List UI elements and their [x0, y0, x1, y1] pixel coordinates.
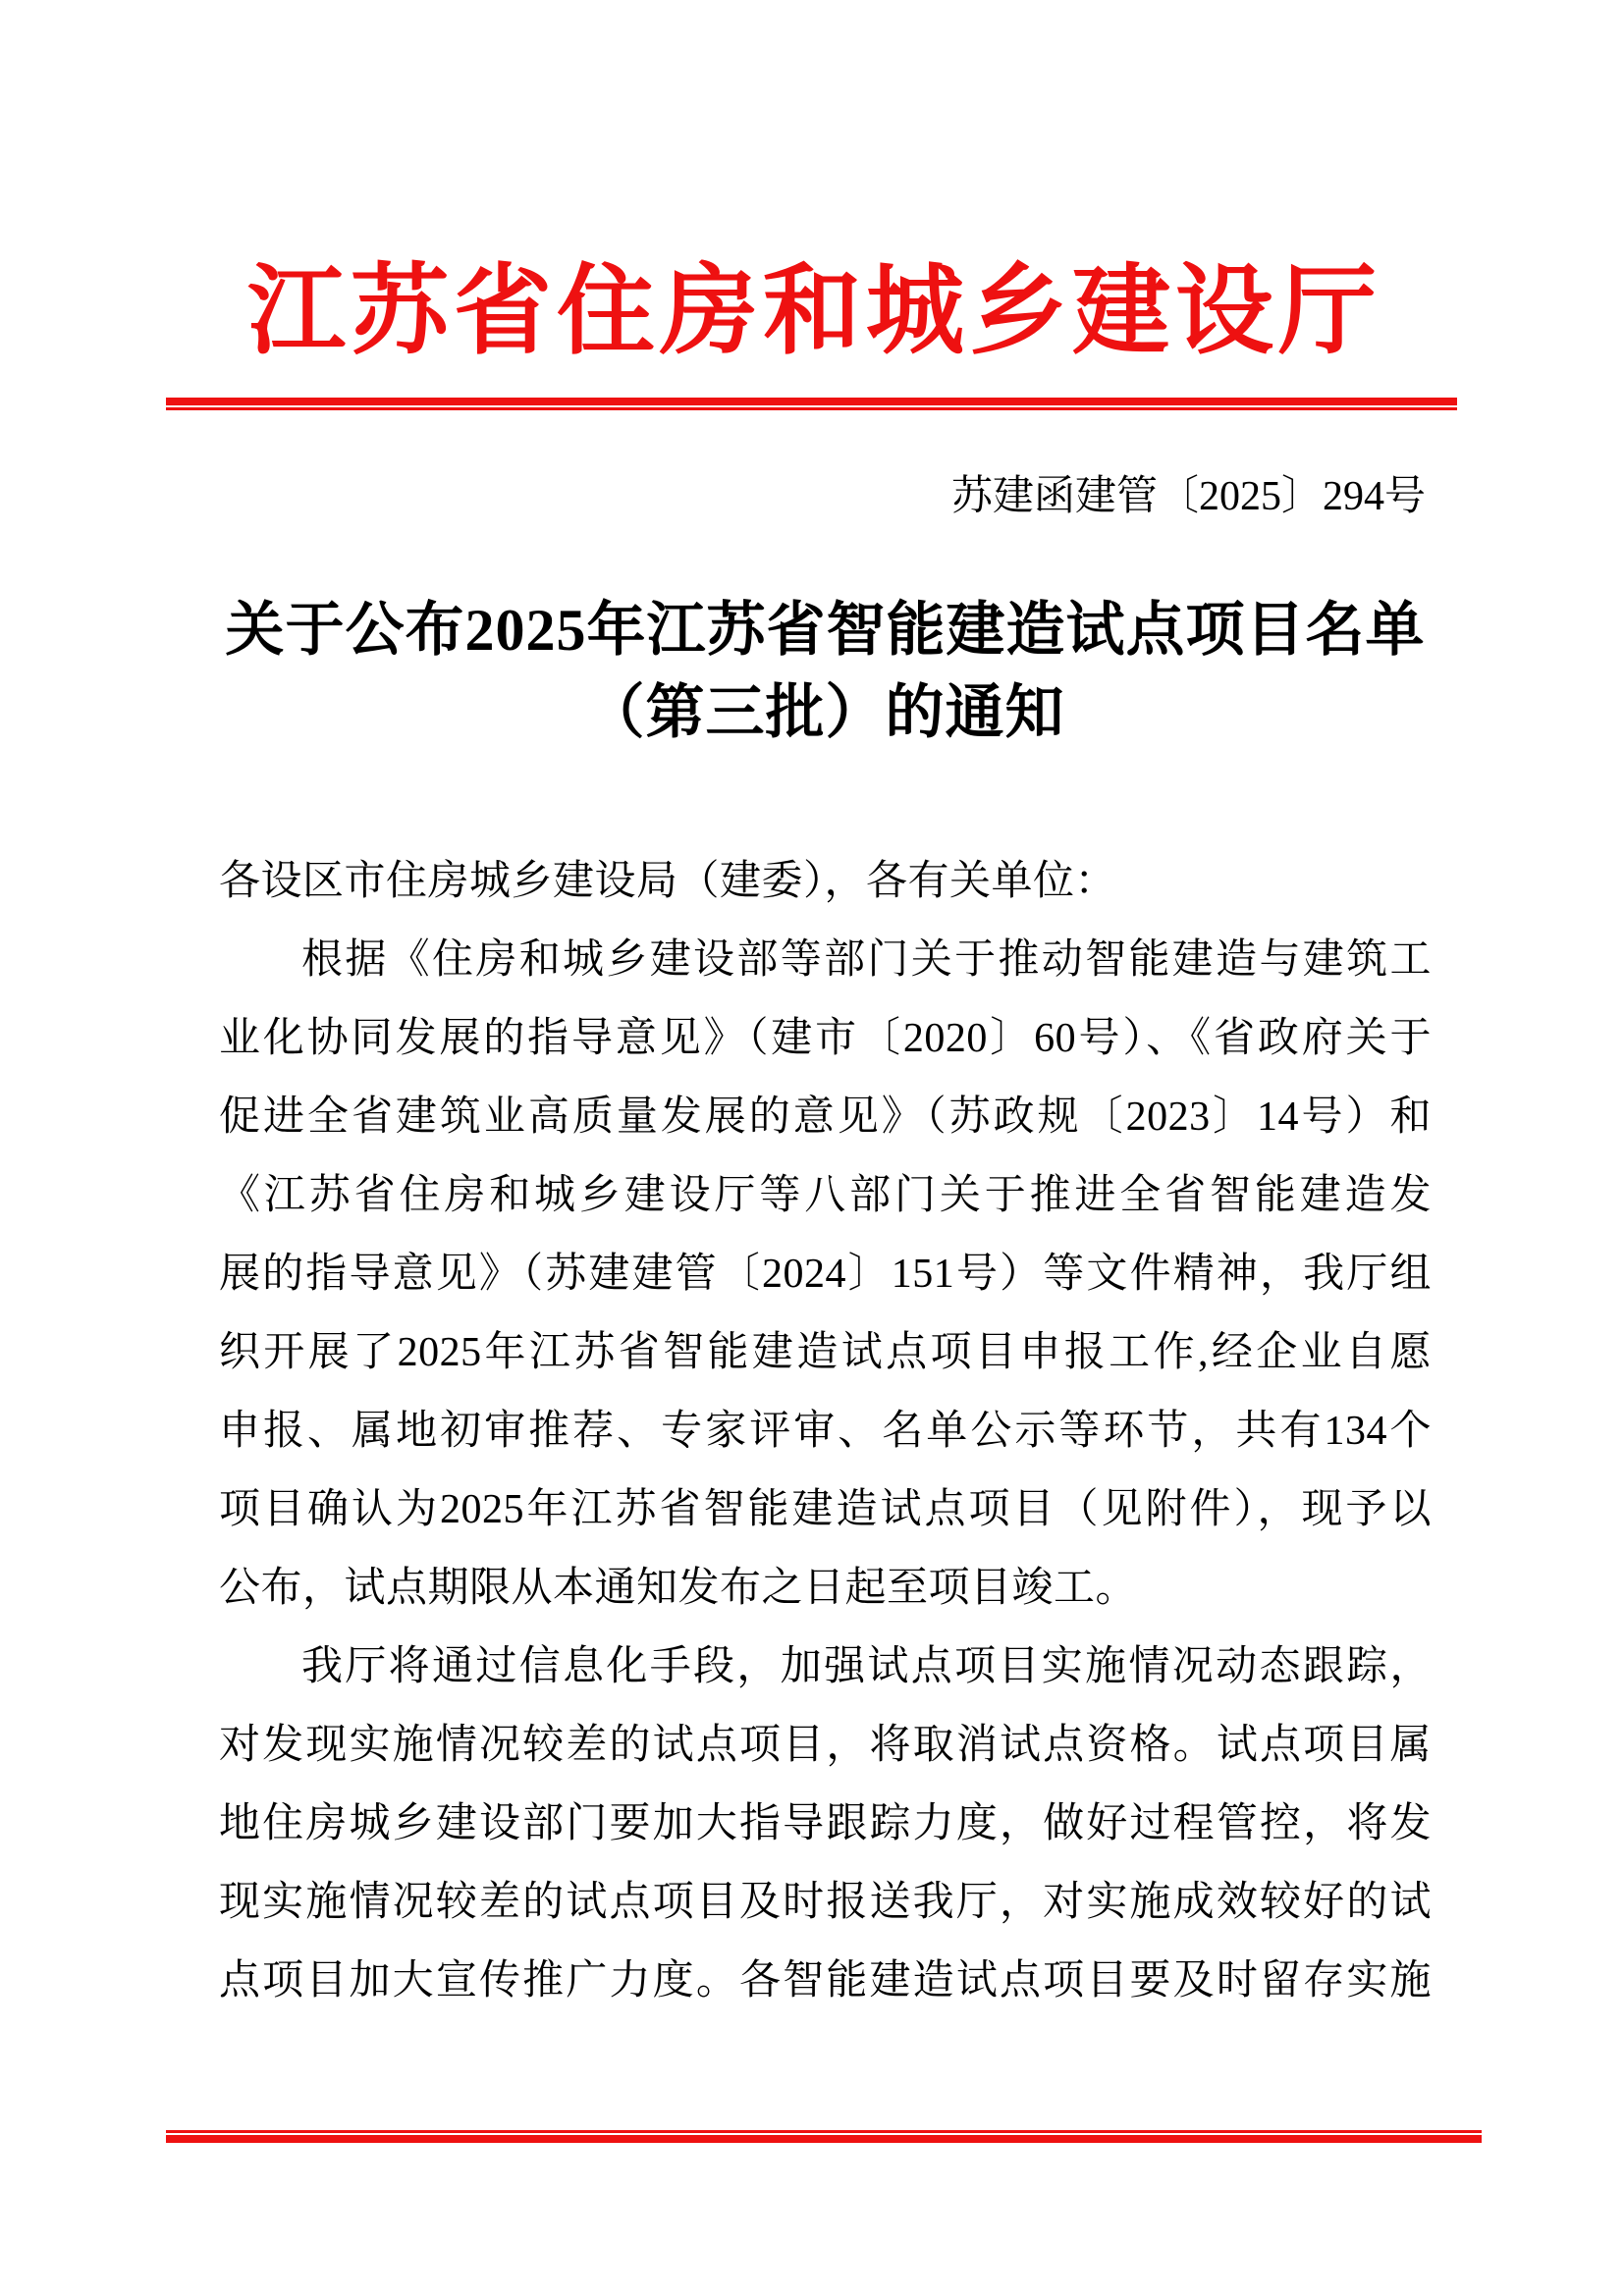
body-text-line: 我厅将通过信息化手段，加强试点项目实施情况动态跟踪，	[301, 1644, 1432, 1689]
body-text-line: 申报、属地初审推荐、专家评审、名单公示等环节，共有134个	[219, 1409, 1432, 1454]
notice-title-line2: （第三批）的通知	[585, 680, 1065, 745]
notice-title-line1: 关于公布2025年江苏省智能建造试点项目名单	[225, 598, 1426, 663]
doc-number: 苏建函建管〔2025〕294号	[950, 474, 1426, 519]
notice-body	[219, 842, 1432, 2020]
body-text-line: 促进全省建筑业高质量发展的意见》（苏政规〔2023〕14号）和	[219, 1095, 1432, 1140]
red-divider-top	[166, 398, 1457, 410]
body-text-line: 现实施情况较差的试点项目及时报送我厅，对实施成效较好的试	[219, 1880, 1432, 1925]
red-divider-bottom	[166, 2130, 1482, 2143]
body-text-line: 点项目加大宣传推广力度。各智能建造试点项目要及时留存实施	[219, 1958, 1432, 2003]
agency-title: 江苏省住房和城乡建设厅	[247, 257, 1381, 366]
body-text-line: 对发现实施情况较差的试点项目，将取消试点资格。试点项目属	[219, 1723, 1432, 1768]
notice-title	[219, 589, 1432, 754]
body-text-line: 展的指导意见》（苏建建管〔2024〕151号）等文件精神，我厅组	[219, 1252, 1432, 1297]
body-text-line: 业化协同发展的指导意见》（建市〔2020〕60号）、《省政府关于	[219, 1016, 1432, 1061]
body-text-line: 各设区市住房城乡建设局（建委），各有关单位：	[219, 859, 1117, 904]
body-text-line: 地住房城乡建设部门要加大指导跟踪力度，做好过程管控，将发	[219, 1801, 1432, 1846]
body-text-line: 项目确认为2025年江苏省智能建造试点项目（见附件），现予以	[219, 1487, 1432, 1532]
body-text-line: 根据《住房和城乡建设部等部门关于推动智能建造与建筑工	[301, 937, 1432, 983]
body-text-line: 《江苏省住房和城乡建设厅等八部门关于推进全省智能建造发	[219, 1173, 1432, 1218]
body-text-line: 公布，试点期限从本通知发布之日起至项目竣工。	[219, 1566, 1138, 1611]
body-text-line: 织开展了2025年江苏省智能建造试点项目申报工作,经企业自愿	[219, 1330, 1432, 1375]
